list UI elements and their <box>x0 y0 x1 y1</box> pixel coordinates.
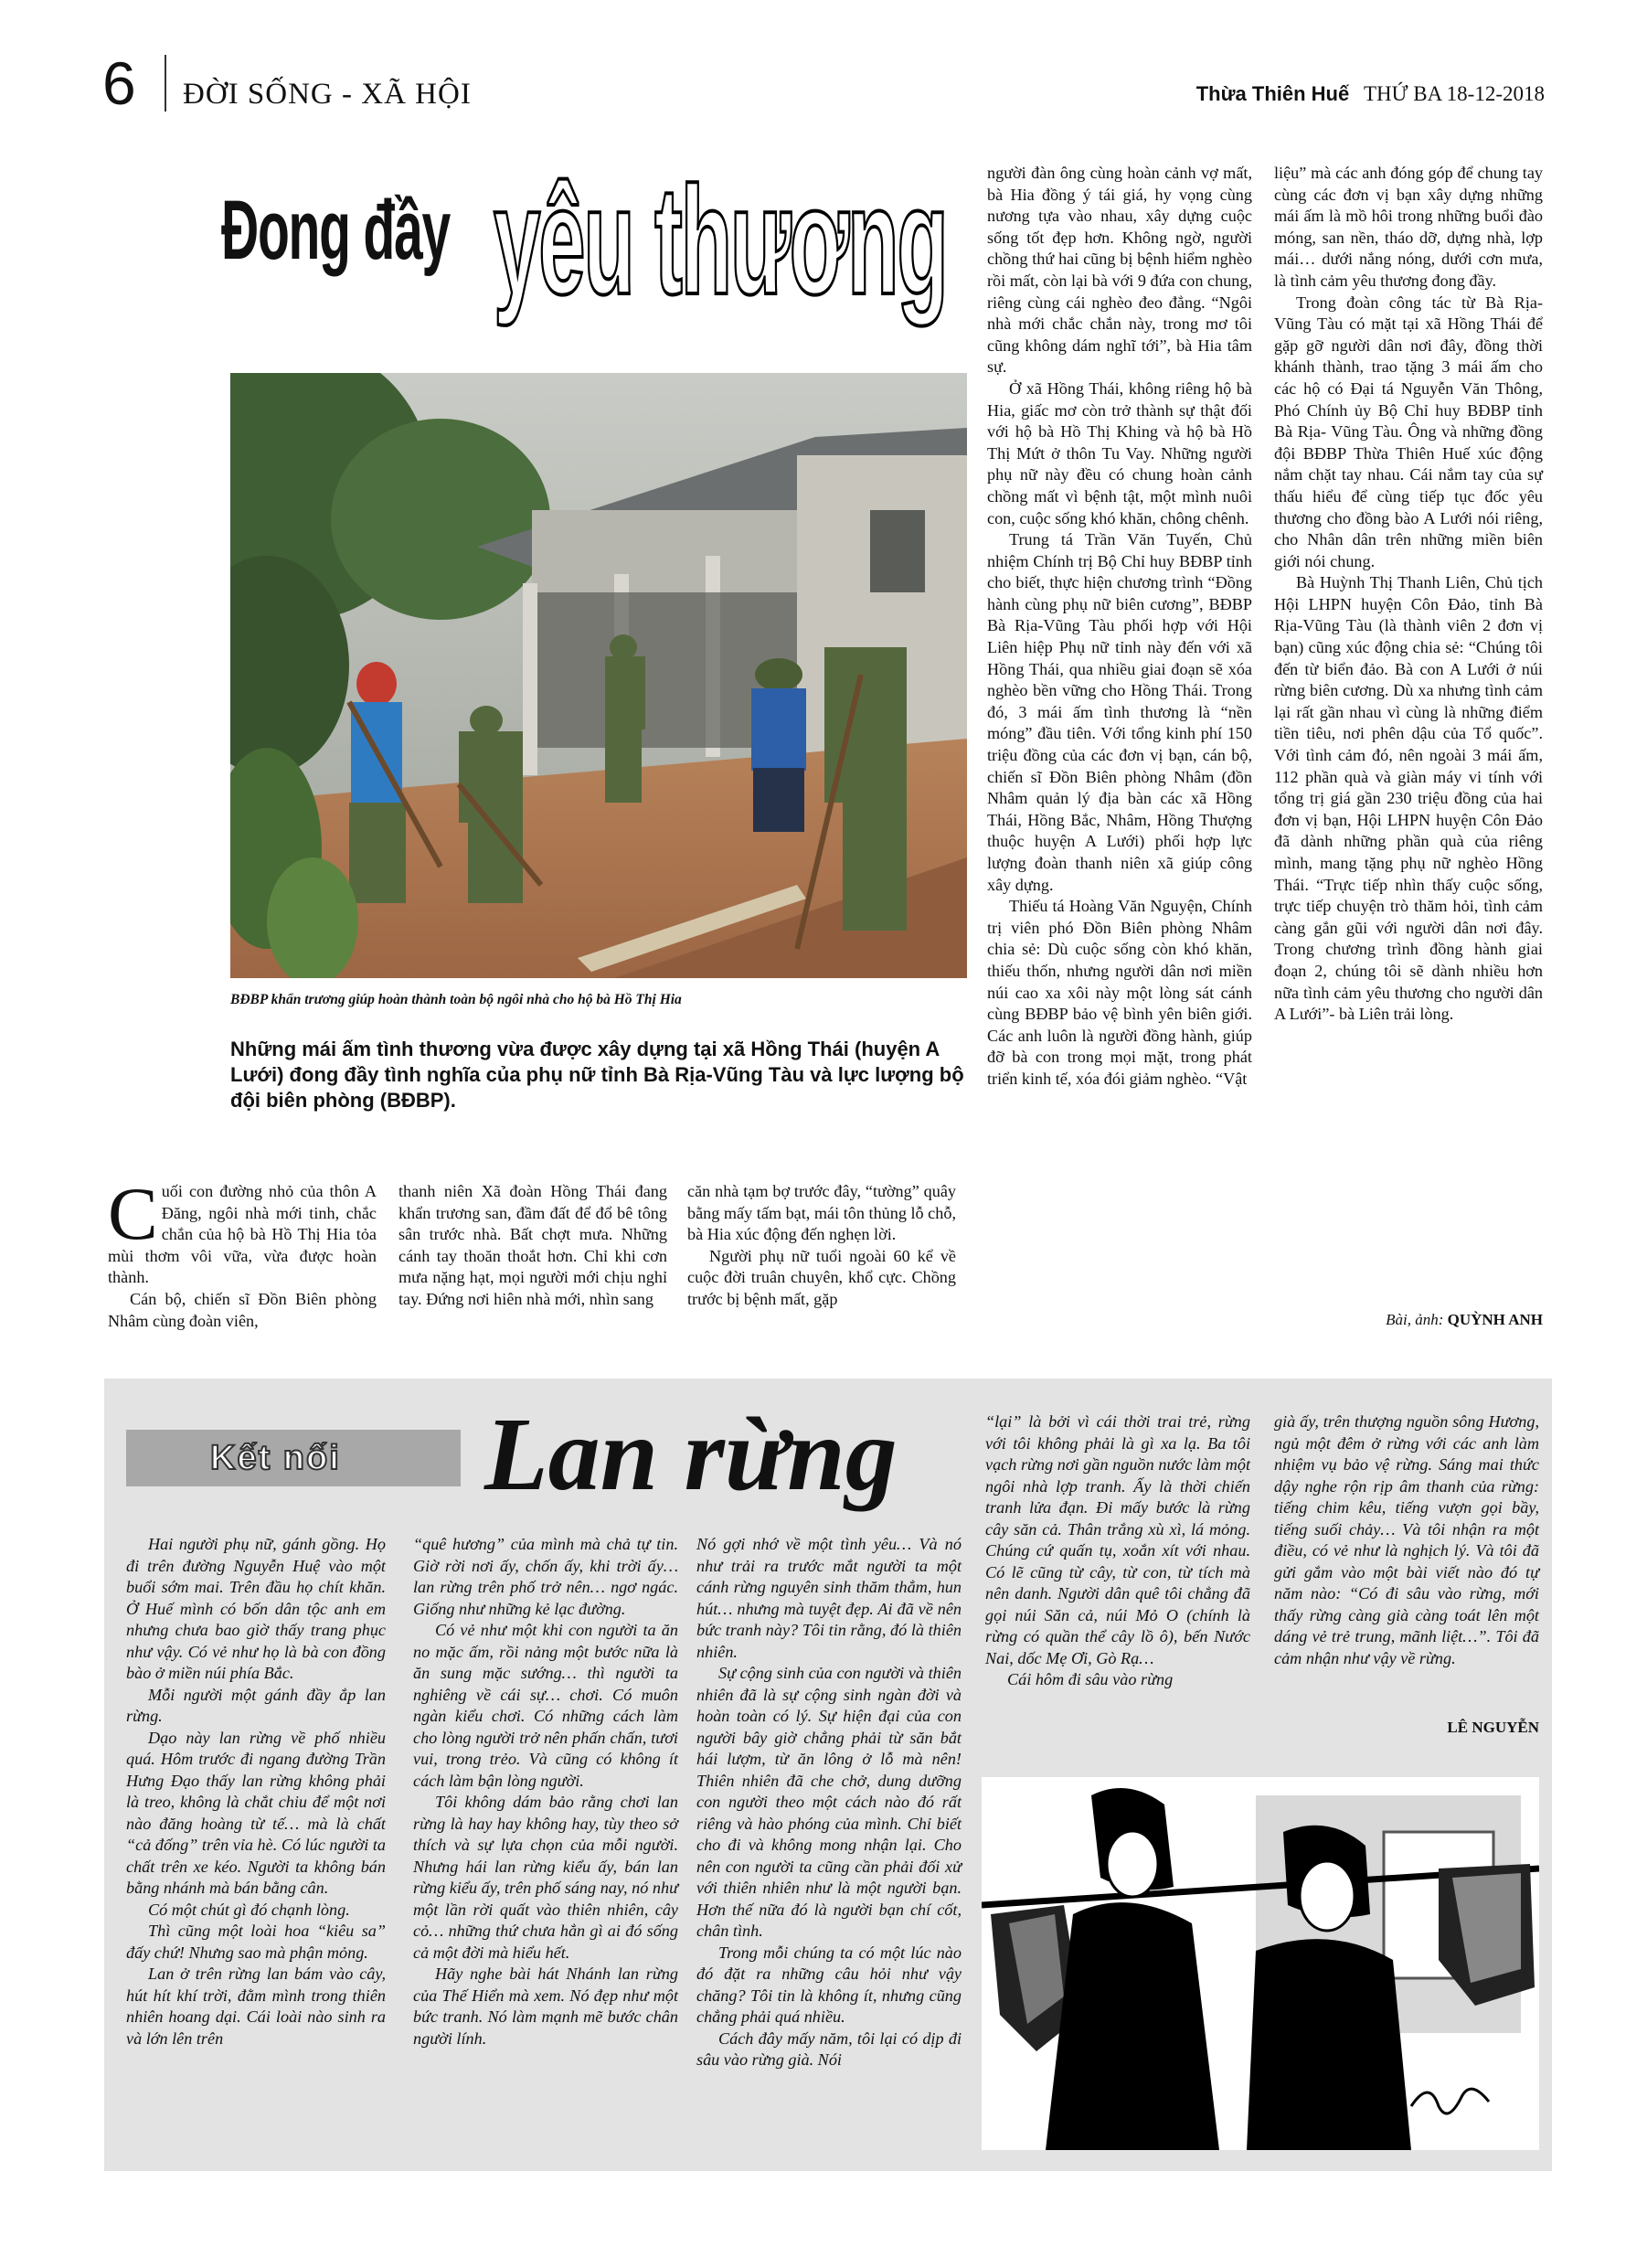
header-divider <box>165 55 166 112</box>
paragraph: Cái hôm đi sâu vào rừng <box>1007 1670 1174 1688</box>
paragraph: Thiếu tá Hoàng Văn Nguyện, Chính trị viên phó Đồn Biên phòng Nhâm chia sẻ: Dù cuộc sống còn khó khăn, thiếu thốn, nhưng người dân nơi miền núi cao xa xôi này một lòng sát cánh cùng BĐBP bảo vệ bình yên biên giới. Các anh luôn là người đồng hành, giúp đỡ bà con trong mọi mặt, trong phát triển kinh tế, xóa đói giảm nghèo. “Vật <box>987 897 1252 1088</box>
paragraph <box>108 1172 377 1289</box>
paragraph: Dạo này lan rừng về phố nhiều quá. Hôm trước đi ngang đường Trần Hưng Đạo thấy lan rừng không phải là treo, không là chắt chiu để một nơi nào đăng hoàng từ tế… mà là chất “cả đống” trên vỉa hè. Có lúc người ta chất trên xe kéo. Người ta không bán bằng nhánh mà bán bằng cân. <box>126 1728 386 1897</box>
feature-column-4 <box>985 1411 1250 1691</box>
paragraph: Trong đoàn công tác từ Bà Rịa- Vũng Tàu có mặt tại xã Hồng Thái để gặp gỡ người dân nơi đây, đồng thời khánh thành, trao tặng 3 mái ấm cho các hộ có Đại tá Nguyễn Văn Thông, Phó Chính ủy Bộ Chỉ huy BĐBP tỉnh Bà Rịa- Vũng Tàu. Ông và những đồng đội BĐBP Thừa Thiên Huế xúc động nắm chặt tay nhau. Cái nắm tay của sự thấu hiểu để cùng tiếp tục đốc yêu thương cho đồng bào A Lưới nói riêng, cho Nhân dân trên những miền biên giới nói chung. <box>1274 293 1543 570</box>
drop-cap: C <box>108 1172 158 1255</box>
paragraph: Hãy nghe bài hát Nhánh lan rừng của Thế Hiển mà xem. Nó đẹp như một bức tranh. Nó làm mạnh mẽ bước chân người lính. <box>413 1965 678 2048</box>
feature-column-5 <box>1274 1411 1539 1669</box>
paragraph: Lan ở trên rừng lan bám vào cây, hút hít khí trời, đằm mình trong thiên nhiên hoang dại. Cái loài nào sinh ra và lớn lên trên <box>126 1965 386 2048</box>
section-name: ĐỜI SỐNG - XÃ HỘI <box>183 78 472 111</box>
page-number: 6 <box>102 49 136 117</box>
article-column-2 <box>398 1181 667 1311</box>
feature-illustration <box>982 1777 1539 2150</box>
article-title-part2: yêu thương <box>494 154 947 326</box>
kicker-label: Kết nối <box>210 1439 341 1477</box>
paragraph: căn nhà tạm bợ trước đây, “tường” quây bằng mấy tấm bạt, mái tôn thủng lỗ chỗ, bà Hia xúc động đến nghẹn lời. <box>687 1182 956 1244</box>
paragraph: Mỗi người một gánh đầy ắp lan rừng. <box>126 1685 386 1725</box>
paragraph: thanh niên Xã đoàn Hồng Thái đang khẩn trương san, đầm đất để đổ bê tông sân trước nhà. Bất chợt mưa. Những cánh tay thoăn thoắt hơn. Chỉ khi cơn mưa nặng hạt, mọi người mới chịu nghỉ tay. Đứng nơi hiên nhà mới, nhìn sang <box>398 1182 667 1308</box>
paragraph: Hai người phụ nữ, gánh gồng. Họ đi trên đường Nguyễn Huệ vào một buổi sớm mai. Trên đầu họ chít khăn. Ở Huế mình có bốn dân tộc anh em nhưng chưa bao giờ thấy trang phục như vậy. Có vẻ như họ là bà con đồng bào ở miền núi phía Bắc. <box>126 1535 386 1682</box>
paragraph: người đàn ông cùng hoàn cảnh vợ mất, bà Hia đồng ý tái giá, hy vọng cùng nương tựa vào nhau, xây dựng cuộc sống tốt đẹp hơn. Không ngờ, người chồng thứ hai cũng bị bệnh hiểm nghèo rồi mất, còn lại bà với 9 đứa con chung, riêng cùng cái nghèo đeo đẳng. “Ngôi nhà mới chắc chắn này, trong mơ tôi cũng không dám nghĩ tới”, bà Hia tâm sự. <box>987 164 1252 377</box>
byline-author: QUỲNH ANH <box>1447 1311 1543 1328</box>
paragraph: Sự cộng sinh của con người và thiên nhiên đã là sự cộng sinh ngàn đời và hoàn toàn có lý. Sự hiện đại của con người bây giờ chẳng phải từ săn bắt hái lượm, từ ăn lông ở lỗ mà nên! Thiên nhiên đã che chở, dung dưỡng con người theo một cách nào đó rất riêng và hào phóng của mình. Chỉ biết cho đi và không mong nhận lại. Cho nên con người ta cũng cần phải đối xử với thiên nhiên như là một người bạn. Hơn thế nữa đó là người bạn chí cốt, chân tình. <box>696 1664 962 1940</box>
paragraph: liệu” mà các anh đóng góp để chung tay cùng các đơn vị bạn xây dựng những mái ấm là mồ hôi trong những buổi đào móng, san nền, tháo dỡ, dựng nhà, lợp mái… dưới nắng nóng, dưới cơn mưa, là tình cảm yêu thương đong đầy. <box>1274 164 1543 290</box>
feature-column-1 <box>126 1534 386 2050</box>
article-column-5 <box>1274 163 1543 1026</box>
paragraph: Trung tá Trần Văn Tuyến, Chủ nhiệm Chính trị Bộ Chỉ huy BĐBP tỉnh cho biết, thực hiện chương trình “Đồng hành cùng phụ nữ biên cương”, BĐBP Bà Rịa-Vũng Tàu phối hợp với Hội Liên hiệp Phụ nữ tỉnh này đến với xã Hồng Thái, qua nhiều giai đoạn sẽ xóa nghèo bền vững cho Hồng Thái. Trong đó, 3 mái ấm tình thương là “nền móng” đầu tiên. Với tổng kinh phí 150 triệu đồng của các đơn vị bạn, cán bộ, chiến sĩ Đồn Biên phòng Nhâm (đồn Nhâm quản lý địa bàn các xã Hồng Thái, Hồng Bắc, Nhâm, Hồng Thượng thuộc huyện A Lưới) phối hợp lực lượng đoàn thanh niên xã giúp công xây dựng. <box>987 530 1252 894</box>
paragraph: Người phụ nữ tuổi ngoài 60 kể về cuộc đời truân chuyên, khổ cực. Chồng trước bị bệnh mất, gặp <box>687 1246 956 1308</box>
paragraph: Ở xã Hồng Thái, không riêng hộ bà Hia, giấc mơ còn trở thành sự thật đối với hộ bà Hồ Thị Khing và hộ bà Hồ Thị Mứt ở thôn Tu Vay. Những người phụ nữ này đều có chung hoàn cảnh chồng mất vì bệnh tật, một mình nuôi con, cuộc sống khó khăn, chông chênh. <box>987 378 1252 527</box>
article-photo <box>230 373 967 978</box>
feature-column-3 <box>696 1534 962 2071</box>
article-lead: Những mái ấm tình thương vừa được xây dựng tại xã Hồng Thái (huyện A Lưới) đong đầy tình nghĩa của phụ nữ tỉnh Bà Rịa-Vũng Tàu và lực lượng bộ đội biên phòng (BĐBP). <box>230 1038 964 1112</box>
article-byline <box>1274 1311 1543 1329</box>
paragraph: Bà Huỳnh Thị Thanh Liên, Chủ tịch Hội LHPN huyện Côn Đảo, tỉnh Bà Rịa-Vũng Tàu (là thành viên 2 đơn vị bạn) cũng xúc động chia sẻ: “Chúng tôi đến từ biển đảo. Bà con A Lưới ở núi rừng biên cương. Dù xa nhưng tình cảm lại rất gần nhau vì cùng là những điểm tiền tiêu, nơi phên dậu của Tổ quốc”. Với tình cảm đó, nên ngoài 3 mái ấm, 112 phần quà và giàn máy vi tính với tổng trị giá gần 230 triệu đồng của hai đơn vị bạn, Hội LHPN huyện Côn Đảo đã dành những phần quà của riêng mình, mang tặng phụ nữ nghèo Hồng Thái. “Trực tiếp nhìn thấy cuộc sống, trực tiếp chuyện trò thăm hỏi, tình cảm càng gắn gũi với người dân nơi đây. Trong chương trình đồng hành giai đoạn 2, chúng tôi sẽ dành nhiều hơn nữa tình cảm yêu thương cho người dân A Lưới”- bà Liên trải lòng. <box>1274 573 1543 1024</box>
masthead-info <box>1196 82 1545 106</box>
article-column-3 <box>687 1181 956 1311</box>
paragraph: già ấy, trên thượng nguồn sông Hương, ngủ một đêm ở rừng với các anh làm nhiệm vụ bảo vệ rừng. Sáng mai thức dậy nghe rộn rịp âm thanh của rừng: tiếng chim kêu, tiếng vượn gọi bầy, tiếng suối chảy… Và tôi nhận ra một điều, có vẻ như là nghịch lý. Và tôi đã gửi gắm vào một bài viết nào đó tự năm nào: “Có đi sâu vào rừng, mới thấy rừng càng già càng toát lên một dáng vẻ trẻ trung, mãnh liệt…”. Tôi đã cảm nhận như vậy về rừng. <box>1274 1412 1539 1667</box>
photo-caption: BĐBP khẩn trương giúp hoàn thành toàn bộ ngôi nhà cho hộ bà Hồ Thị Hia <box>230 992 682 1007</box>
feature-byline: LÊ NGUYỄN <box>1447 1719 1539 1736</box>
article-column-1 <box>108 1172 377 1332</box>
paragraph: Cán bộ, chiến sĩ Đồn Biên phòng Nhâm cùng đoàn viên, <box>108 1289 377 1330</box>
construction-scene-image <box>230 373 967 978</box>
article-column-4 <box>987 163 1252 1091</box>
paper-name: Thừa Thiên Huế <box>1195 82 1350 105</box>
issue-date: THỨ BA 18-12-2018 <box>1363 82 1545 105</box>
feature-column-2 <box>413 1534 678 2050</box>
paragraph: Tôi không dám bảo rằng chơi lan rừng là hay hay không hay, tùy theo sở thích và sự lựa chọn của mỗi người. Nhưng hái lan rừng kiểu ấy, bán lan rừng kiểu ấy, trên phố sáng nay, nó như một lần rời quất vào thiên nhiên, cây cỏ… những thứ chưa hẳn gì ai đó sống cả một đời mà hiểu hết. <box>413 1793 678 1962</box>
byline-prefix: Bài, ảnh: <box>1386 1311 1444 1328</box>
article-title-part1: Đong đầy <box>221 184 450 277</box>
paragraph: Có một chút gì đó chạnh lòng. <box>148 1900 350 1919</box>
paragraph-text: uối con đường nhỏ của thôn A Đăng, ngôi nhà mới tinh, chắc chắn của hộ bà Hồ Thị Hia tỏa mùi thơm vôi vữa, vừa được hoàn thành. <box>108 1182 377 1287</box>
paragraph: Cách đây mấy năm, tôi lại có dịp đi sâu vào rừng già. Nói <box>696 2028 962 2069</box>
paragraph: Thì cũng một loài hoa “kiêu sa” đấy chứ! Nhưng sao mà phận mỏng. <box>126 1922 386 1962</box>
paragraph: Trong mỗi chúng ta có một lúc nào đó đặt ra những câu hỏi như vậy chăng? Tôi tin là không ít, nhưng cũng chẳng phải quá nhiều. <box>696 1943 962 2026</box>
paragraph: “lại” là bởi vì cái thời trai trẻ, rừng với tôi không phải là gì xa lạ. Ba tôi vạch rừng nơi gần nguồn nước làm một ngôi nhà lợp tranh. Ấy là thời chiến tranh lửa đạn. Đi mấy bước là rừng cây săn cả. Thân trắng xù xì, lá mỏng. Chúng cứ quấn tụ, xoắn xít với nhau. Có lẽ cũng từ cây, từ con, từ tích mà nên danh. Người dân quê tôi chẳng đã gọi núi Săn cả, núi Mỏ O (chính là rừng có quần thể cây lồ ô), bến Nước Nai, dốc Mẹ Ơi, Gò Rạ… <box>985 1412 1250 1667</box>
paragraph: Có vẻ như một khi con người ta ăn no mặc ấm, rồi nảng một bước nữa là ăn sung mặc sướng… thì người ta nghiêng về cái sự… chơi. Có muôn ngàn kiểu chơi. Có những cách làm cho lòng người trở nên phấn chấn, tươi vui, trong trẻo. Và cũng có không ít cách làm bận lòng người. <box>413 1621 678 1790</box>
women-carrying-orchids-illustration <box>982 1777 1539 2150</box>
paragraph: “quê hương” của mình mà chả tự tin. Giờ rời nơi ấy, chốn ấy, khi trời ấy… lan rừng trên phố trở nên… ngơ ngác. Giống như những kẻ lạc đường. <box>413 1535 678 1618</box>
paragraph: Nó gợi nhớ về một tình yêu… Và nó như trải ra trước mắt người ta một cánh rừng nguyên sinh thăm thẳm, hun hút… nhưng mà tuyệt đẹp. Ai đã về nên bức tranh này? Tôi tin rằng, đó là thiên nhiên. <box>696 1535 962 1661</box>
feature-title: Lan rừng <box>484 1396 898 1512</box>
